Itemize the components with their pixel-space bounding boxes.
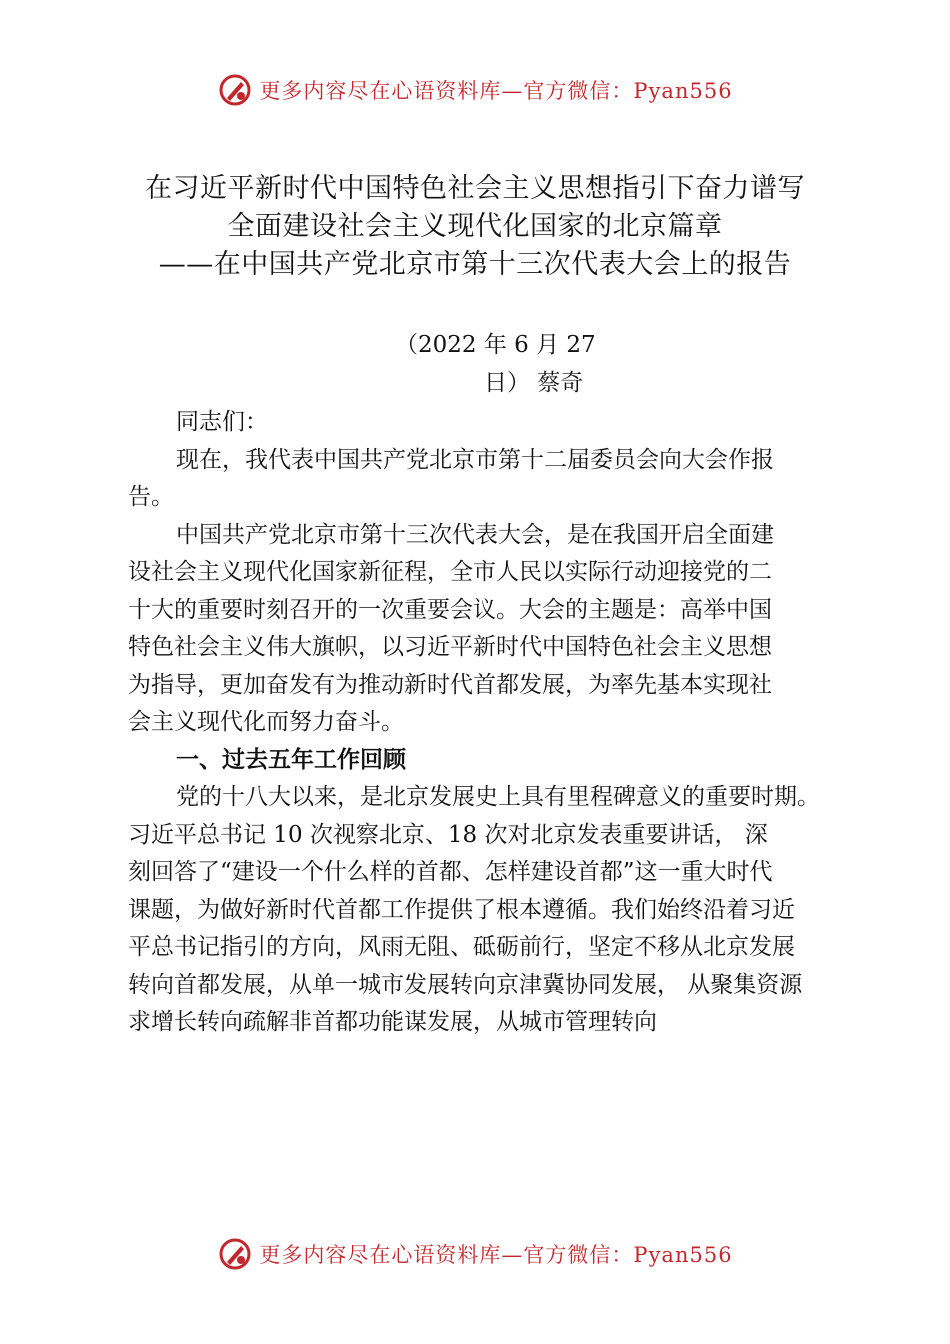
title-line-2: 全面建设社会主义现代化国家的北京篇章 (227, 211, 723, 242)
watermark-footer (0, 1236, 950, 1272)
title-line-3: ——在中国共产党北京市第十三次代表大会上的报告 (158, 249, 792, 280)
paragraph-line: 设社会主义现代化国家新征程，全市人民以实际行动迎接党的二 (128, 559, 772, 585)
section-heading: 一、过去五年工作回顾 (176, 746, 406, 773)
paragraph-line: 为指导，更加奋发有为推动新时代首都发展，为率先基本实现社 (128, 671, 772, 698)
paragraph-line: 习近平总书记 10 次视察北京、18 次对北京发表重要讲话， 深 (128, 821, 768, 848)
report-body (128, 404, 863, 1042)
paragraph-line: 会主义现代化而努力奋斗。 (128, 709, 404, 735)
paragraph-line: 中国共产党北京市第十三次代表大会，是在我国开启全面建 (176, 521, 774, 548)
date-line: （2022 年 6 月 27 (395, 332, 596, 358)
paragraph-line: 转向首都发展，从单一城市发展转向京津冀协同发展， 从聚集资源 (128, 971, 803, 998)
paragraph-line: 求增长转向疏解非首都功能谋发展，从城市管理转向 (128, 1009, 657, 1035)
paragraph-line: 党的十八大以来，是北京发展史上具有里程碑意义的重要时期。 (176, 784, 820, 810)
paragraph-line: 平总书记指引的方向，风雨无阻、砥砺前行，坚定不移从北京发展 (128, 934, 795, 960)
paragraph-line: 课题，为做好新时代首都工作提供了根本遵循。我们始终沿着习近 (128, 896, 795, 923)
pen-nib-logo-icon (217, 1236, 253, 1272)
watermark-header (0, 72, 950, 108)
author-line: 日） 蔡奇 (484, 370, 584, 396)
salutation: 同志们： (176, 409, 268, 435)
paragraph-line: 刻回答了“建设一个什么样的首都、怎样建设首都”这一重大时代 (128, 859, 773, 885)
paragraph-line: 十大的重要时刻召开的一次重要会议。大会的主题是：高举中国 (128, 596, 772, 623)
watermark-text: 更多内容尽在心语资料库—官方微信：Pyan556 (259, 1243, 733, 1267)
paragraph-line: 特色社会主义伟大旗帜，以习近平新时代中国特色社会主义思想 (128, 634, 772, 660)
report-title (0, 170, 950, 284)
paragraph-line: 现在，我代表中国共产党北京市第十二届委员会向大会作报 (176, 446, 774, 473)
title-line-1: 在习近平新时代中国特色社会主义思想指引下奋力谱写 (145, 173, 805, 204)
paragraph-line: 告。 (128, 484, 174, 510)
watermark-text: 更多内容尽在心语资料库—官方微信：Pyan556 (259, 79, 733, 103)
pen-nib-logo-icon (217, 72, 253, 108)
